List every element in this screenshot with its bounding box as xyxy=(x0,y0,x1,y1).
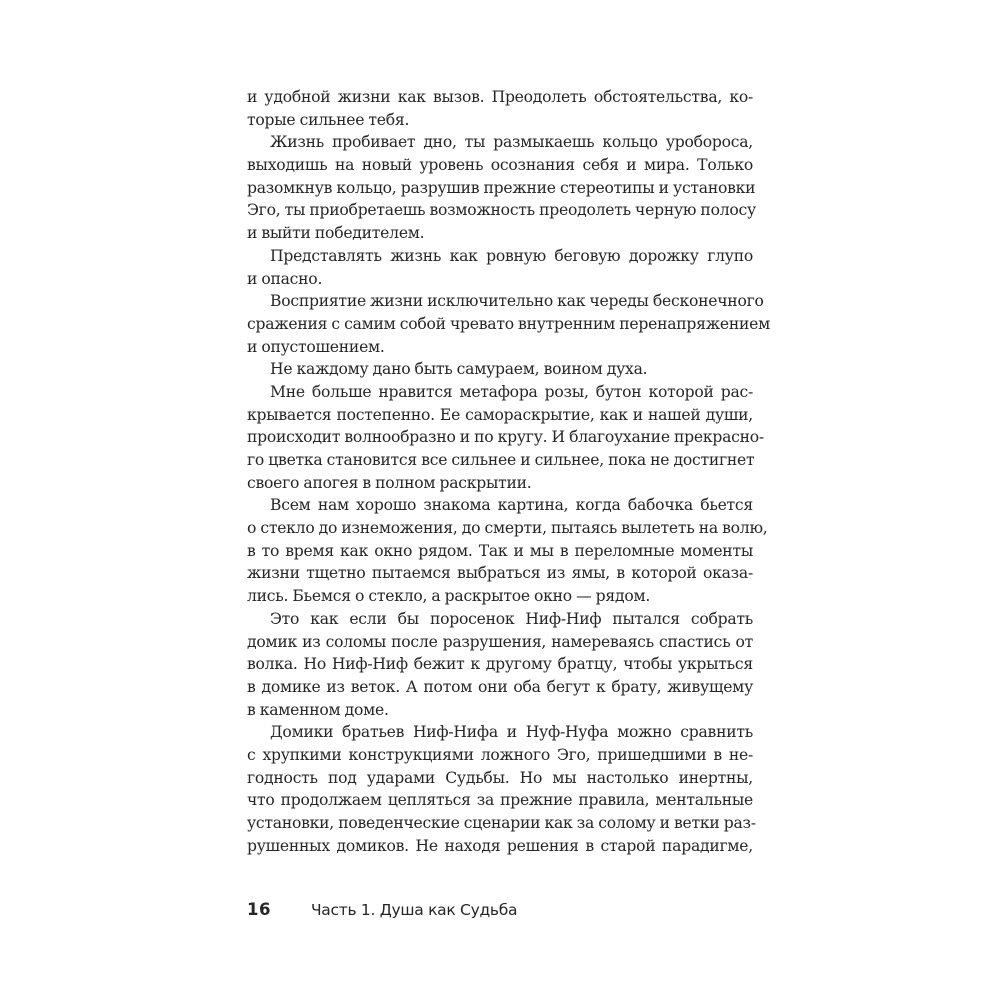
text-line: о стекло до изнеможения, до смерти, пытаясь вылететь на волю, xyxy=(247,519,768,538)
text-line: рушенных домиков. Не находя решения в старой парадигме, xyxy=(247,836,753,855)
text-line: Домики братьев Ниф-Нифа и Нуф-Нуфа можно сравнить xyxy=(270,723,753,742)
text-line: домик из соломы после разрушения, намереваясь спастись от xyxy=(247,632,753,651)
text-line: Жизнь пробивает дно, ты размыкаешь кольцо уробороса, xyxy=(270,133,753,152)
paragraph xyxy=(247,608,753,721)
text-line: лись. Бьемся о стекло, а раскрытое окно — рядом. xyxy=(247,587,651,606)
page-number: 16 xyxy=(247,900,271,919)
paragraph xyxy=(247,358,753,381)
text-line: волка. Но Ниф-Ниф бежит к другому братцу, чтобы укрыться xyxy=(247,655,753,674)
text-line: выходишь на новый уровень осознания себя и мира. Только xyxy=(247,156,753,175)
paragraph xyxy=(247,131,756,244)
text-line: жизни тщетно пытаемся выбраться из ямы, в которой оказа- xyxy=(247,564,753,583)
text-line: Представлять жизнь как ровную беговую дорожку глупо xyxy=(270,246,753,265)
text-line: го цветка становится все сильнее и сильнее, пока не достигнет xyxy=(247,451,755,469)
text-line: происходит волнообразно и по кругу. И благоухание прекрасно- xyxy=(247,428,764,447)
text-line: крывается постепенно. Ее самораскрытие, как и нашей души, xyxy=(247,405,753,424)
text-line: Не каждому дано быть самураем, воином духа. xyxy=(270,360,648,379)
paragraph xyxy=(247,290,770,358)
running-title: Часть 1. Душа как Судьба xyxy=(310,901,518,919)
text-line: в то время как окно рядом. Так и мы в переломные моменты xyxy=(247,541,753,560)
body-text xyxy=(247,86,770,857)
text-line: Мне больше нравится метафора розы, бутон которой рас- xyxy=(270,382,753,401)
text-line: годность под ударами Судьбы. Но мы настолько инертны, xyxy=(247,768,753,787)
text-line: с хрупкими конструкциями ложного Эго, пришедшими в не- xyxy=(247,745,753,764)
page-footer xyxy=(247,900,517,926)
text-line: торые сильнее тебя. xyxy=(247,110,410,129)
text-line: сражения с самим собой чревато внутренним перенапряжением xyxy=(247,314,770,333)
text-line: в каменном доме. xyxy=(247,700,389,719)
text-line: Восприятие жизни исключительно как череды бесконечного xyxy=(270,292,764,311)
text-line: что продолжаем цепляться за прежние правила, ментальные xyxy=(247,791,753,810)
text-line: и выйти победителем. xyxy=(247,224,425,243)
text-line: Это как если бы поросенок Ниф-Ниф пытался собрать xyxy=(270,609,753,628)
paragraph xyxy=(247,381,764,494)
paragraph xyxy=(247,245,753,290)
paragraph xyxy=(247,721,756,857)
text-line: своего апогея в полном раскрытии. xyxy=(247,473,532,492)
paragraph xyxy=(247,86,753,131)
text-line: в домике из веток. А потом они оба бегут к брату, живущему xyxy=(247,677,753,696)
paragraph xyxy=(247,494,768,607)
text-line: Эго, ты приобретаешь возможность преодолеть черную полосу xyxy=(247,201,756,220)
text-line: и опасно. xyxy=(247,269,323,288)
text-line: Всем нам хорошо знакома картина, когда бабочка бьется xyxy=(270,496,753,515)
text-line: установки, поведенческие сценарии как за солому и ветки раз- xyxy=(247,814,756,832)
text-line: разомкнув кольцо, разрушив прежние стереотипы и установки xyxy=(247,178,756,197)
text-line: и опустошением. xyxy=(247,337,385,356)
text-line: и удобной жизни как вызов. Преодолеть обстоятельства, ко- xyxy=(247,88,753,106)
